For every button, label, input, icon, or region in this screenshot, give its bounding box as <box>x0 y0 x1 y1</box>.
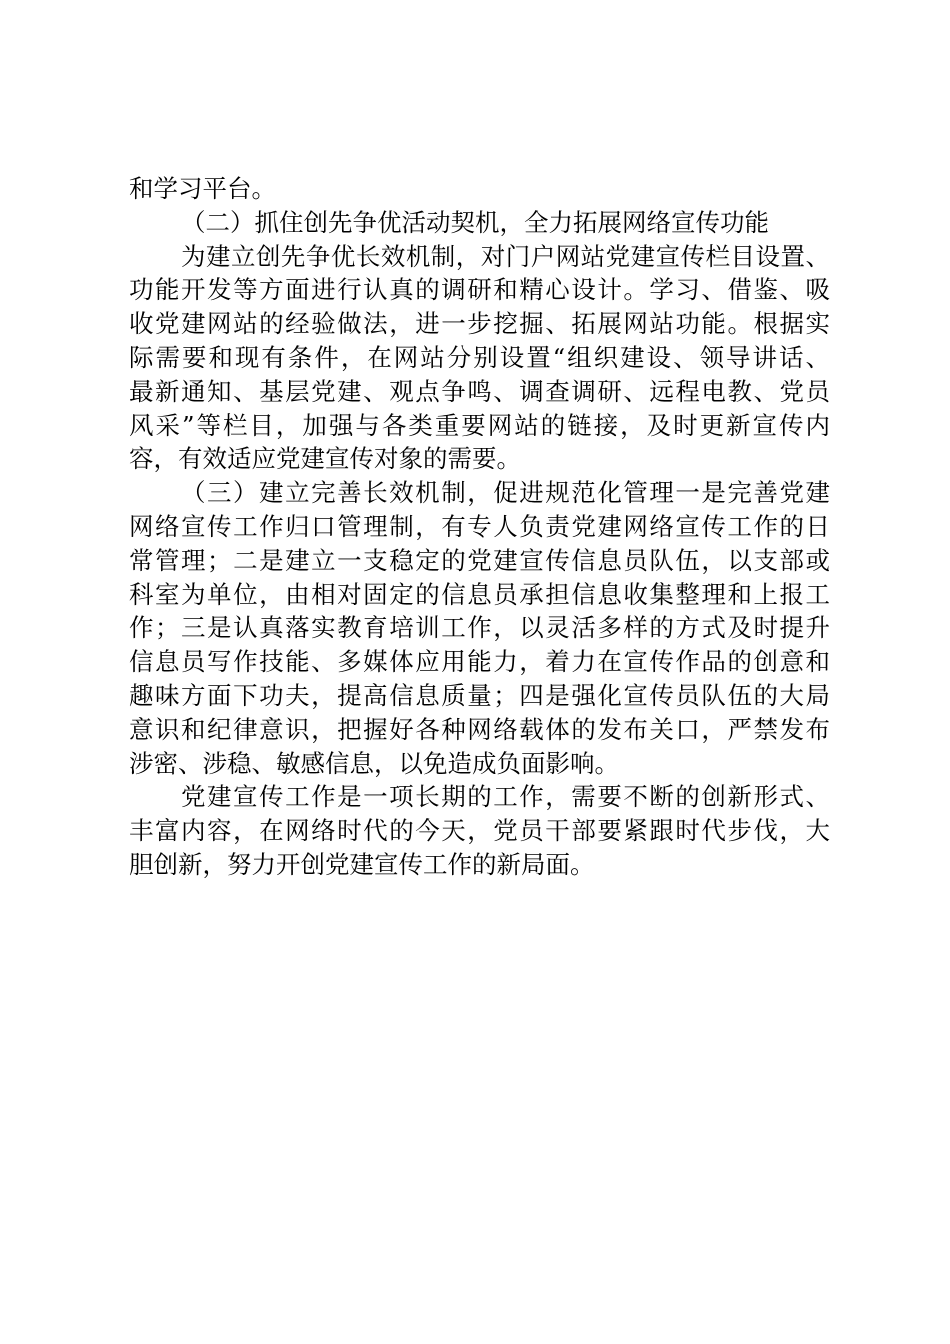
text-line: 作；三是认真落实教育培训工作，以灵活多样的方式及时提升 <box>129 613 830 643</box>
text-line: 和学习平台。 <box>129 174 276 203</box>
section-heading-3: （三）建立完善长效机制，促进规范化管理一是完善党建 <box>181 478 830 508</box>
section-heading-2: （二）抓住创先争优活动契机，全力拓展网络宣传功能 <box>181 207 769 237</box>
text-line: 容，有效适应党建宣传对象的需要。 <box>129 444 521 474</box>
text-line: 收党建网站的经验做法，进一步挖掘、拓展网站功能。根据实 <box>129 309 830 339</box>
text-line: 功能开发等方面进行认真的调研和精心设计。学习、借鉴、吸 <box>129 275 830 305</box>
text-line: 胆创新，努力开创党建宣传工作的新局面。 <box>129 849 595 879</box>
text-line: 风采”等栏目，加强与各类重要网站的链接，及时更新宣传内 <box>129 410 830 440</box>
text-line: 为建立创先争优长效机制，对门户网站党建宣传栏目设置、 <box>181 241 830 271</box>
text-line: 常管理；二是建立一支稳定的党建宣传信息员队伍，以支部或 <box>129 545 830 575</box>
text-line: 最新通知、基层党建、观点争鸣、调查调研、远程电教、党员 <box>129 376 830 406</box>
text-line: 党建宣传工作是一项长期的工作，需要不断的创新形式、 <box>181 782 830 812</box>
text-line: 科室为单位，由相对固定的信息员承担信息收集整理和上报工 <box>129 579 830 609</box>
text-line: 信息员写作技能、多媒体应用能力，着力在宣传作品的创意和 <box>129 647 830 677</box>
text-line: 网络宣传工作归口管理制，有专人负责党建网络宣传工作的日 <box>129 511 830 541</box>
text-line: 意识和纪律意识，把握好各种网络载体的发布关口，严禁发布 <box>129 714 830 744</box>
text-line: 丰富内容，在网络时代的今天，党员干部要紧跟时代步伐，大 <box>129 816 830 846</box>
text-line: 涉密、涉稳、敏感信息，以免造成负面影响。 <box>129 748 619 778</box>
document-body <box>129 172 830 882</box>
text-line: 趣味方面下功夫，提高信息质量；四是强化宣传员队伍的大局 <box>129 680 830 710</box>
text-line: 际需要和现有条件，在网站分别设置“组织建设、领导讲话、 <box>129 342 830 372</box>
